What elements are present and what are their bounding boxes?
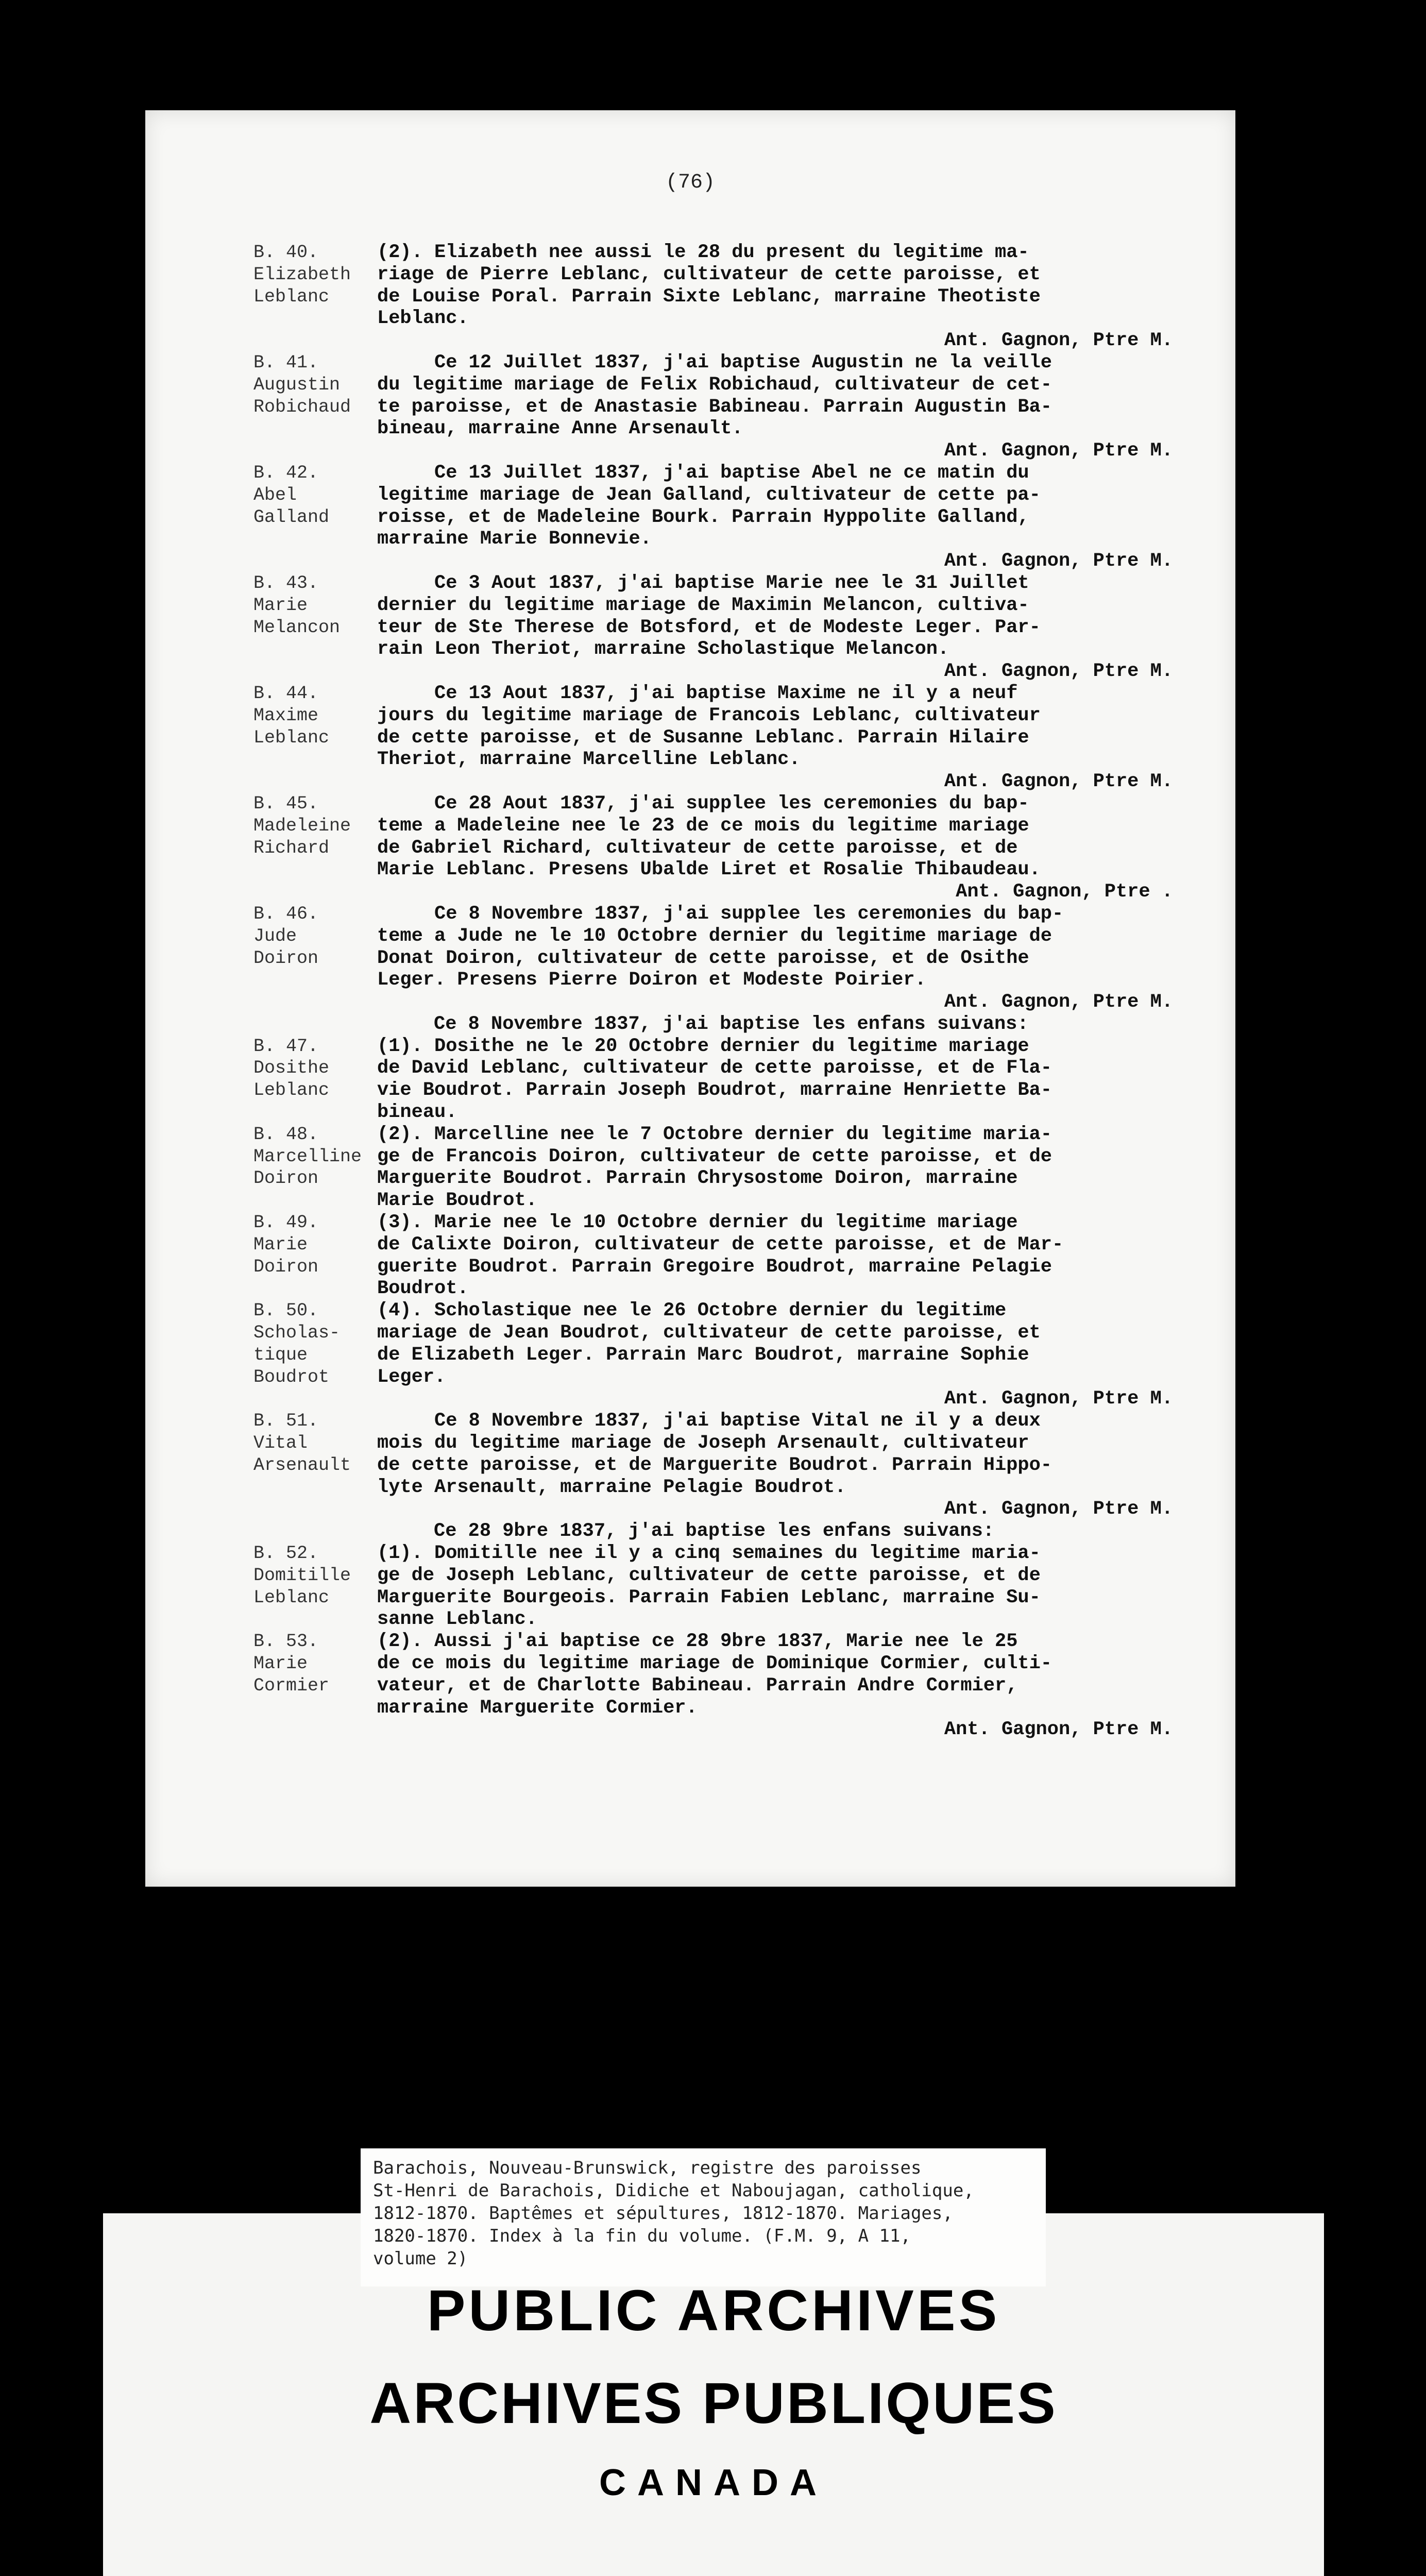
archive-country: CANADA xyxy=(599,2462,828,2503)
entry-text: Ce 13 Juillet 1837, j'ai baptise Abel ne ce matin du legitime mariage de Jean Galland, cultivateur de cette pa- roisse, et de Madeleine Bourk. Parrain Hyppolite Galland, marraine Marie Bonnevie. xyxy=(377,462,1041,550)
priest-signature: Ant. Gagnon, Ptre M. xyxy=(944,330,1173,352)
baptism-entry xyxy=(253,1300,1201,1388)
entry-margin-label: B. 40. Elizabeth Leblanc xyxy=(253,242,351,307)
archive-title-english: PUBLIC ARCHIVES xyxy=(427,2278,1000,2343)
entry-margin-label: B. 48. Marcelline Doiron xyxy=(253,1124,362,1189)
baptism-entry xyxy=(253,1410,1201,1498)
entry-margin-label: B. 51. Vital Arsenault xyxy=(253,1411,351,1476)
entry-margin-label: B. 43. Marie Melancon xyxy=(253,572,341,638)
entry-text: (1). Domitille nee il y a cinq semaines du legitime maria- ge de Joseph Leblanc, cultivateur de cette paroisse, et de Marguerite Bourgeois. Parrain Fabien Leblanc, marraine Su- sanne Leblanc. xyxy=(377,1543,1041,1631)
entry-margin-label: B. 41. Augustin Robichaud xyxy=(253,352,351,417)
entry-text: (2). Marcelline nee le 7 Octobre dernier du legitime maria- ge de Francois Doiron, cultivateur de cette paroisse, et de Marguerite Boudrot. Parrain Chrysostome Doiron, marraine Marie Boudrot. xyxy=(377,1123,1052,1212)
entry-margin-label: B. 42. Abel Galland xyxy=(253,462,330,528)
priest-signature: Ant. Gagnon, Ptre M. xyxy=(944,660,1173,683)
register-page xyxy=(145,110,1235,1887)
archive-title-french: ARCHIVES PUBLIQUES xyxy=(369,2371,1058,2435)
entry-text: (3). Marie nee le 10 Octobre dernier du legitime mariage de Calixte Doiron, cultivateur de cette paroisse, et de Mar- guerite Boudrot. Parrain Gregoire Boudrot, marraine Pelagie Boudrot. xyxy=(377,1212,1064,1300)
entry-text: (2). Aussi j'ai baptise ce 28 9bre 1837, Marie nee le 25 de ce mois du legitime mariage de Dominique Cormier, culti- vateur, et de Charlotte Babineau. Parrain Andre Cormier, marraine Marguerite Cormier. xyxy=(377,1631,1052,1719)
entry-margin-label: B. 44. Maxime Leblanc xyxy=(253,683,330,748)
baptism-entry xyxy=(253,352,1201,440)
baptism-entry xyxy=(253,1631,1201,1719)
entry-intro: Ce 28 9bre 1837, j'ai baptise les enfans suivans: xyxy=(434,1520,994,1543)
baptism-entry xyxy=(253,1212,1201,1300)
entry-margin-label: B. 49. Marie Doiron xyxy=(253,1212,319,1277)
baptism-records xyxy=(253,242,1201,1741)
entry-text: Ce 28 Aout 1837, j'ai supplee les ceremonies du bap- teme a Madeleine nee le 23 de ce mois du legitime mariage de Gabriel Richard, cultivateur de cette paroisse, et de Marie Leblanc. Presens Ubalde Liret et Rosalie Thibaudeau. xyxy=(377,792,1041,881)
baptism-entry xyxy=(253,683,1201,771)
page-number: (76) xyxy=(665,171,715,194)
baptism-entry xyxy=(253,903,1201,991)
entry-text: Ce 3 Aout 1837, j'ai baptise Marie nee le 31 Juillet dernier du legitime mariage de Maximin Melancon, cultiva- teur de Ste Therese de Botsford, et de Modeste Leger. Par- rain Leon Theriot, marraine Scholastique Melancon. xyxy=(377,572,1041,660)
baptism-entry xyxy=(253,1543,1201,1631)
entry-margin-label: B. 45. Madeleine Richard xyxy=(253,793,351,858)
baptism-entry xyxy=(253,462,1201,550)
entry-margin-label: B. 52. Domitille Leblanc xyxy=(253,1543,351,1608)
priest-signature: Ant. Gagnon, Ptre M. xyxy=(944,771,1173,793)
priest-signature: Ant. Gagnon, Ptre M. xyxy=(944,1498,1173,1520)
entry-text: (4). Scholastique nee le 26 Octobre dernier du legitime mariage de Jean Boudrot, cultivateur de cette paroisse, et de Elizabeth Leger. Parrain Marc Boudrot, marraine Sophie Leger. xyxy=(377,1300,1041,1388)
entry-text: (1). Dosithe ne le 20 Octobre dernier du legitime mariage de David Leblanc, cultivateur de cette paroisse, et de Fla- vie Boudrot. Parrain Joseph Boudrot, marraine Henriette Ba- bineau. xyxy=(377,1035,1052,1124)
baptism-entry xyxy=(253,1036,1201,1124)
baptism-entry xyxy=(253,1124,1201,1212)
baptism-entry xyxy=(253,793,1201,881)
priest-signature: Ant. Gagnon, Ptre M. xyxy=(944,440,1173,462)
priest-signature: Ant. Gagnon, Ptre M. xyxy=(944,1719,1173,1741)
entry-text: (2). Elizabeth nee aussi le 28 du present du legitime ma- riage de Pierre Leblanc, cultivateur de cette paroisse, et de Louise Poral. Parrain Sixte Leblanc, marraine Theotiste Leblanc. xyxy=(377,242,1041,330)
entry-margin-label: B. 47. Dosithe Leblanc xyxy=(253,1036,330,1101)
entry-text: Ce 12 Juillet 1837, j'ai baptise Augustin ne la veille du legitime mariage de Felix Robichaud, cultivateur de cet- te paroisse, et de Anastasie Babineau. Parrain Augustin Ba- bineau, marraine Anne Arsenault. xyxy=(377,351,1052,440)
baptism-entry xyxy=(253,572,1201,660)
priest-signature: Ant. Gagnon, Ptre . xyxy=(956,881,1173,903)
baptism-entry xyxy=(253,242,1201,330)
entry-margin-label: B. 50. Scholas- tique Boudrot xyxy=(253,1300,341,1387)
catalogue-note: Barachois, Nouveau-Brunswick, registre des paroisses St-Henri de Barachois, Didiche et Naboujagan, catholique, 1812-1870. Baptêmes et sépultures, 1812-1870. Mariages, 1820-1870. Index à la fin du volume. (F.M. 9, A 11, volume 2) xyxy=(361,2148,1046,2286)
priest-signature: Ant. Gagnon, Ptre M. xyxy=(944,550,1173,572)
entry-margin-label: B. 53. Marie Cormier xyxy=(253,1631,330,1696)
priest-signature: Ant. Gagnon, Ptre M. xyxy=(944,991,1173,1013)
entry-text: Ce 13 Aout 1837, j'ai baptise Maxime ne il y a neuf jours du legitime mariage de Francois Leblanc, cultivateur de cette paroisse, et de Susanne Leblanc. Parrain Hilaire Theriot, marraine Marcelline Leblanc. xyxy=(377,682,1041,771)
entry-intro: Ce 8 Novembre 1837, j'ai baptise les enfans suivans: xyxy=(434,1013,1029,1035)
entry-text: Ce 8 Novembre 1837, j'ai supplee les ceremonies du bap- teme a Jude ne le 10 Octobre dernier du legitime mariage de Donat Doiron, cultivateur de cette paroisse, et de Osithe Leger. Presens Pierre Doiron et Modeste Poirier. xyxy=(377,903,1064,991)
entry-margin-label: B. 46. Jude Doiron xyxy=(253,903,319,969)
priest-signature: Ant. Gagnon, Ptre M. xyxy=(944,1388,1173,1410)
entry-text: Ce 8 Novembre 1837, j'ai baptise Vital ne il y a deux mois du legitime mariage de Joseph Arsenault, cultivateur de cette paroisse, et de Marguerite Boudrot. Parrain Hippo- lyte Arsenault, marraine Pelagie Boudrot. xyxy=(377,1410,1052,1498)
